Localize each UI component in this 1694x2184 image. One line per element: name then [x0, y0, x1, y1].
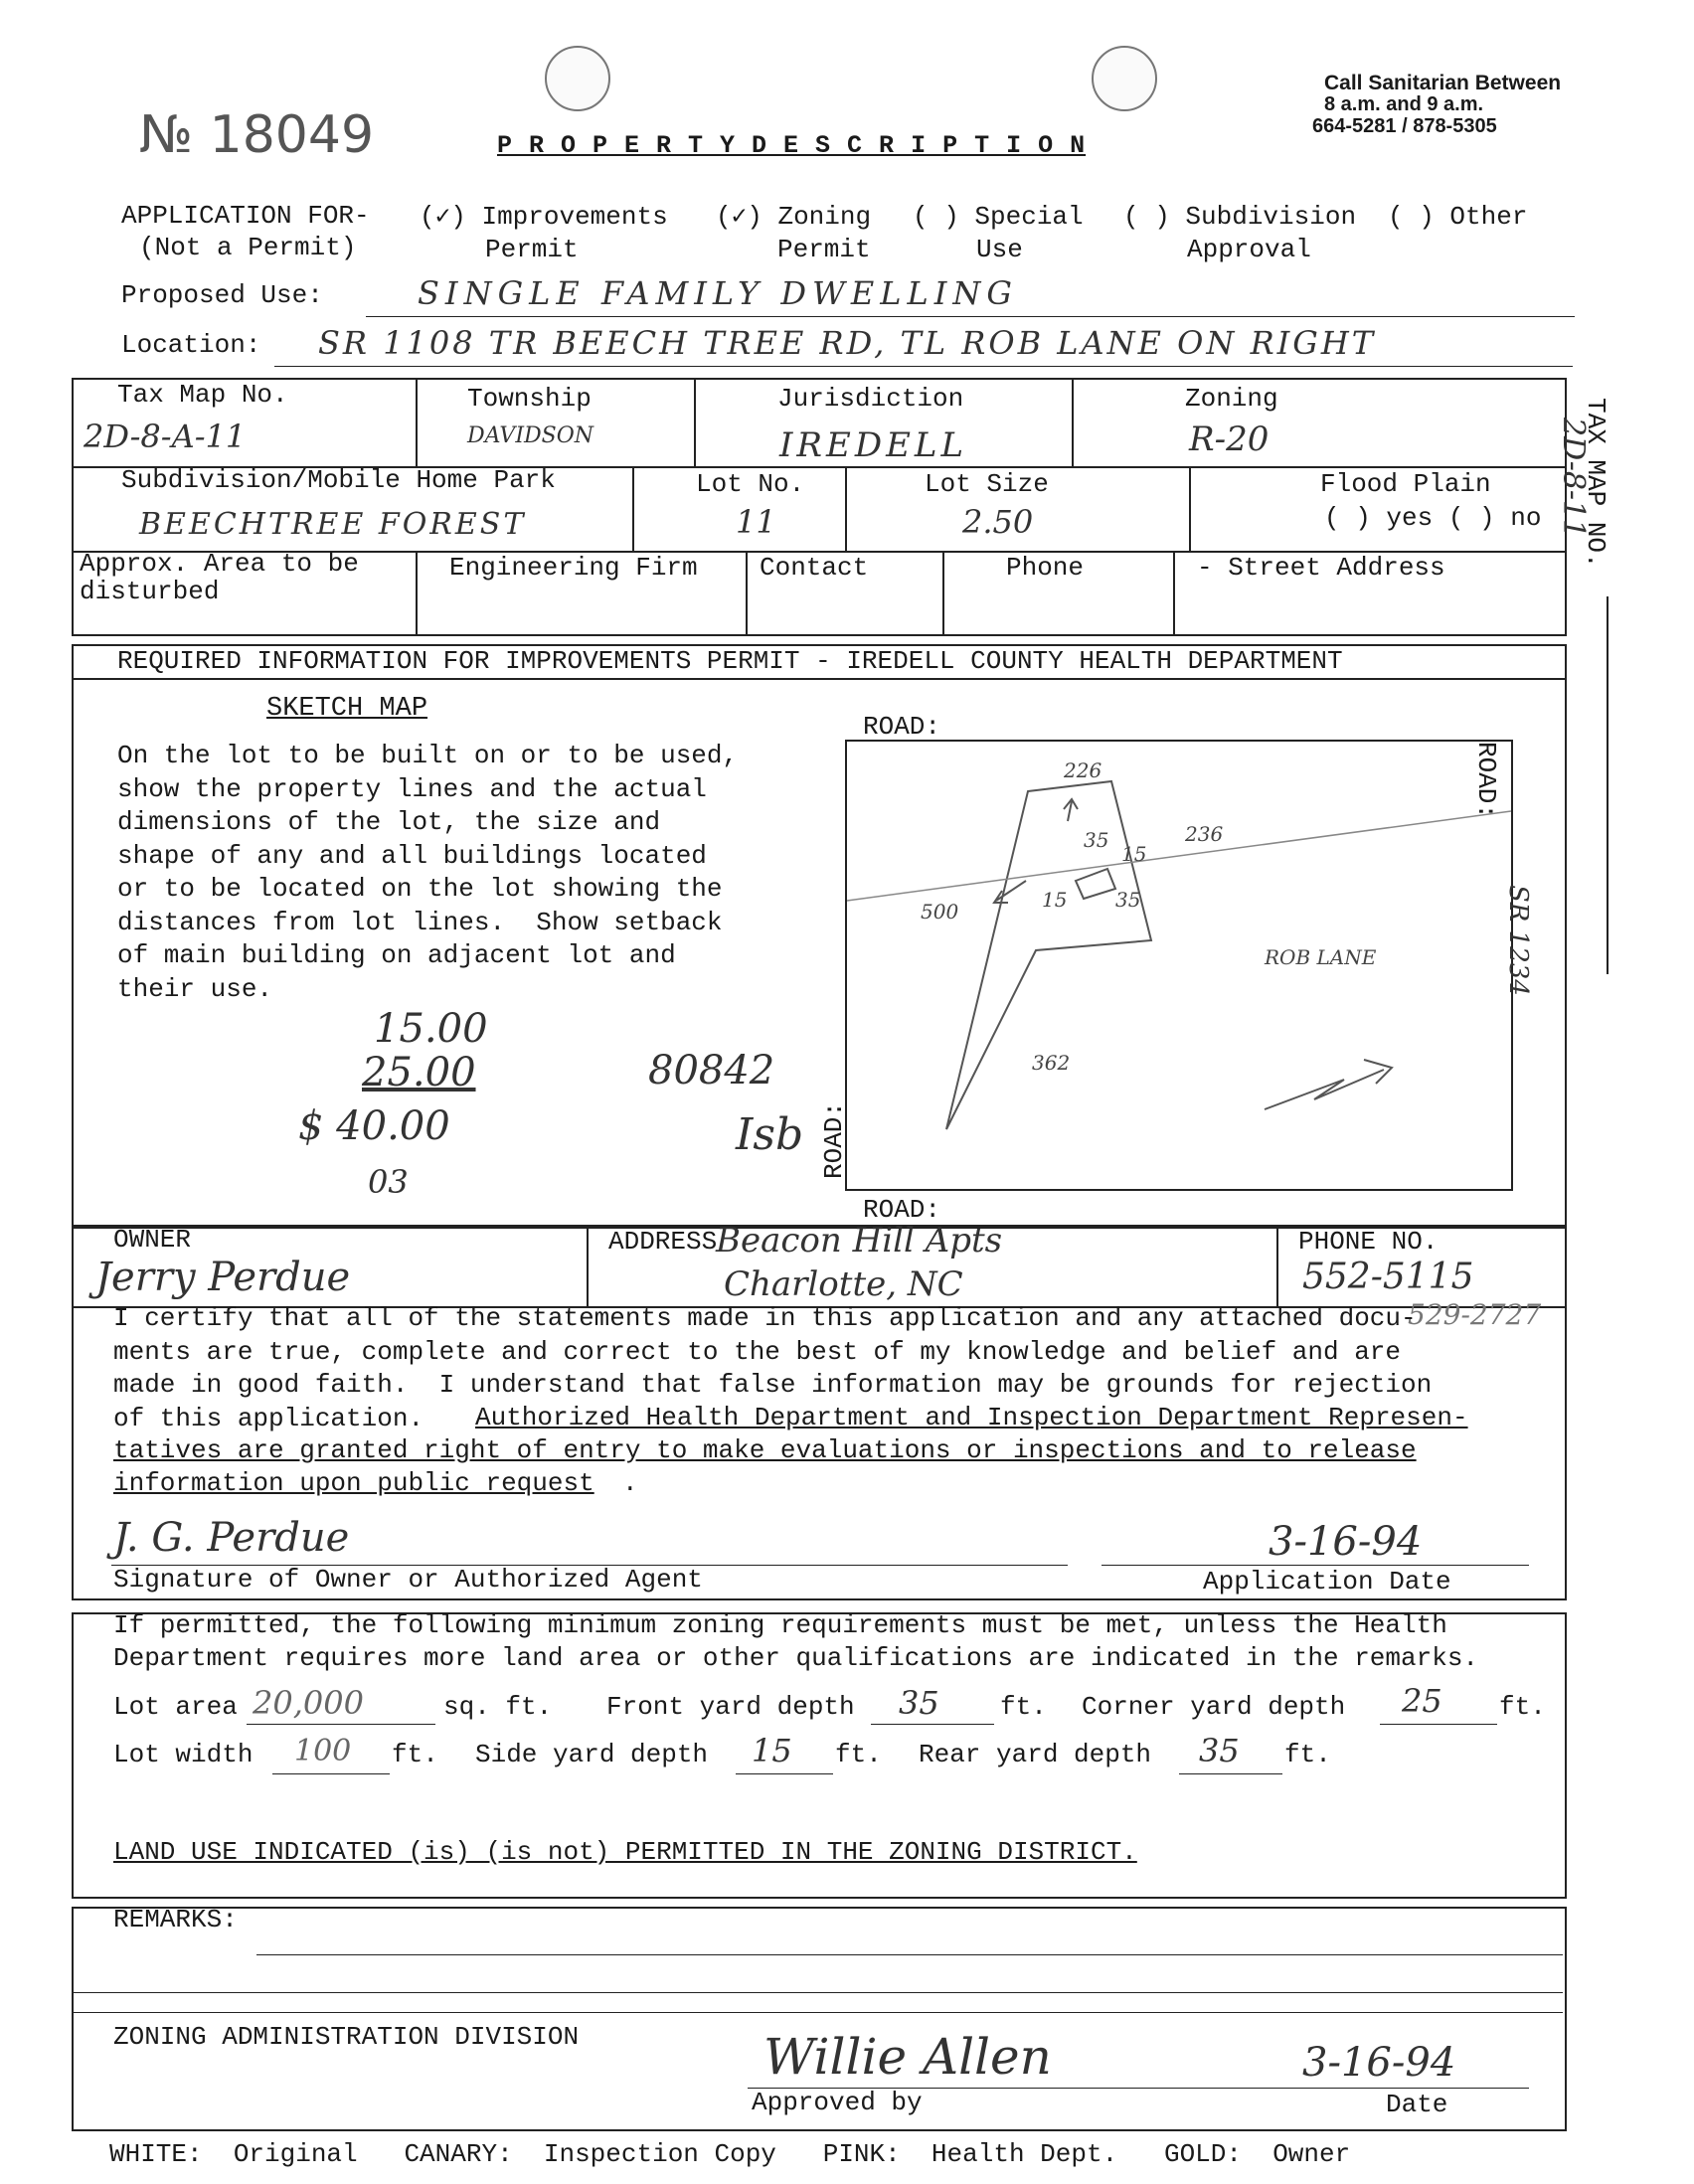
side-yard-label: Side yard depth	[475, 1740, 709, 1769]
front-yard-unit: ft.	[1000, 1692, 1047, 1722]
tax-map-side-line	[1607, 596, 1609, 974]
phone-no-value-2[interactable]: 529-2727	[1408, 1298, 1542, 1331]
form-number: № 18049	[139, 105, 375, 165]
phone-no-label: PHONE NO.	[1298, 1227, 1439, 1257]
receipt-initials: Isb	[736, 1109, 804, 1160]
zoning-label: Zoning	[1185, 384, 1278, 414]
lot-width-label: Lot width	[113, 1740, 254, 1769]
fee-line-3: $ 40.00	[298, 1103, 450, 1149]
rear-yard-label: Rear yard depth	[919, 1740, 1152, 1769]
sanitarian-line-2: 8 a.m. and 9 a.m.	[1324, 93, 1484, 115]
location-line	[274, 366, 1573, 367]
flood-plain-options[interactable]: ( ) yes ( ) no	[1324, 503, 1542, 533]
corner-yard-unit: ft.	[1499, 1692, 1546, 1722]
jurisdiction-value[interactable]: IREDELL	[779, 425, 968, 465]
sketch-map-title: SKETCH MAP	[266, 694, 428, 724]
approval-date-value[interactable]: 3-16-94	[1302, 2040, 1456, 2086]
address-line-2[interactable]: Charlotte, NC	[724, 1264, 963, 1304]
subdivision-value[interactable]: BEECHTREE FOREST	[139, 507, 527, 542]
approved-by-signature[interactable]: Willie Allen	[763, 2028, 1052, 2086]
sketch-setback-d: 15	[1042, 888, 1068, 912]
lot-area-label: Lot area	[113, 1692, 238, 1722]
sketch-setback-a: 35	[1084, 828, 1109, 852]
sketch-dim-bottom: 362	[1032, 1051, 1071, 1075]
signature-value[interactable]: J. G. Perdue	[113, 1515, 350, 1561]
lot-width-unit: ft.	[392, 1740, 438, 1769]
option-mark: (✓)	[420, 202, 466, 232]
sketch-setback-b: 15	[1121, 842, 1147, 866]
fee-line-1: 15.00	[374, 1006, 488, 1052]
sanitarian-line-3: 664-5281 / 878-5305	[1312, 115, 1497, 137]
township-label: Township	[467, 384, 592, 414]
application-date-line	[1101, 1565, 1529, 1566]
phone-label: Phone	[1006, 553, 1085, 583]
side-yard-unit: ft.	[835, 1740, 882, 1769]
owner-value[interactable]: Jerry Perdue	[95, 1255, 351, 1300]
approval-date-label: Date	[1386, 2090, 1448, 2119]
street-address-label: - Street Address	[1197, 553, 1445, 583]
application-label-2: (Not a Permit)	[139, 233, 357, 262]
approved-by-label: Approved by	[752, 2088, 923, 2117]
jurisdiction-label: Jurisdiction	[777, 384, 964, 414]
corner-yard-label: Corner yard depth	[1082, 1692, 1346, 1722]
option-mark: ( )	[1123, 202, 1170, 232]
option-label: Other	[1449, 202, 1528, 232]
sketch-dim-left: 500	[921, 900, 959, 924]
side-road-label: SR 1234	[1503, 885, 1533, 996]
fee-line-4: 03	[368, 1163, 409, 1201]
road-label-bottom: ROAD:	[863, 1195, 941, 1225]
sketch-instructions: On the lot to be built on or to be used, show the property lines and the actual dimensions of the lot, the size and shape of any and all buildings located or to be located on the lot showing the distances from lot lines. Show setback of main building on adjacent lot and their use.	[117, 741, 739, 1004]
copy-distribution-footer: WHITE: Original CANARY: Inspection Copy PINK: Health Dept. GOLD: Owner	[109, 2139, 1351, 2169]
certification-text: I certify that all of the statements made in this application and any attached docu- ments are true, complete and correct to the best of my knowledge and belief and are made in good faith. I understand that false information may be grounds for rejection of this application.	[113, 1303, 1433, 1433]
sketch-dim-top: 226	[1064, 758, 1102, 782]
house-outline	[1076, 869, 1115, 899]
option-label-2: Permit	[777, 235, 871, 264]
road-label-top: ROAD:	[863, 712, 941, 742]
fee-line-2: 25.00	[362, 1050, 476, 1095]
road-label-right: ROAD:	[1471, 742, 1501, 820]
setback-arrow-left	[994, 881, 1026, 903]
township-value[interactable]: DAVIDSON	[467, 423, 594, 448]
zoning-intro-1: If permitted, the following minimum zoning requirements must be met, unless the Health	[113, 1610, 1447, 1640]
certification-period: .	[622, 1468, 638, 1498]
engineering-firm-label: Engineering Firm	[449, 553, 698, 583]
rear-yard-value[interactable]: 35	[1199, 1732, 1240, 1769]
application-date-label: Application Date	[1203, 1567, 1451, 1596]
lot-area-unit: sq. ft.	[443, 1692, 553, 1722]
lot-area-value[interactable]: 20,000	[253, 1684, 364, 1722]
subdivision-label: Subdivision/Mobile Home Park	[121, 465, 556, 495]
approx-area-label-1: Approx. Area to be	[80, 549, 359, 579]
north-arrow	[1265, 1060, 1392, 1109]
front-yard-label: Front yard depth	[606, 1692, 855, 1722]
zoning-intro-2: Department requires more land area or other qualifications are indicated in the remarks.	[113, 1643, 1479, 1673]
lot-outline	[946, 781, 1151, 1129]
side-yard-value[interactable]: 15	[752, 1732, 792, 1769]
lot-width-value[interactable]: 100	[294, 1734, 352, 1768]
road-label-left: ROAD:	[819, 1100, 849, 1179]
phone-no-value[interactable]: 552-5115	[1302, 1257, 1474, 1297]
option-label-2: Approval	[1187, 235, 1311, 264]
signature-label: Signature of Owner or Authorized Agent	[113, 1565, 703, 1595]
flood-plain-label: Flood Plain	[1320, 469, 1491, 499]
sketch-map-box[interactable]	[845, 740, 1513, 1191]
option-label: Special	[974, 202, 1084, 232]
lot-no-value[interactable]: 11	[736, 503, 776, 541]
address-label: ADDRESS	[608, 1227, 718, 1257]
tax-map-value[interactable]: 2D-8-A-11	[84, 418, 247, 455]
option-label-2: Permit	[485, 235, 579, 264]
address-line-1[interactable]: Beacon Hill Apts	[716, 1221, 1003, 1260]
lot-no-label: Lot No.	[696, 469, 805, 499]
proposed-use-line	[366, 316, 1575, 317]
owner-label: OWNER	[113, 1225, 192, 1255]
option-label: Improvements	[481, 202, 668, 232]
receipt-number: 80842	[648, 1048, 775, 1093]
certification-underlined-1: Authorized Health Department and Inspection Department Represen-	[475, 1403, 1468, 1432]
option-subdivision[interactable]	[1123, 201, 1356, 266]
tax-map-label: Tax Map No.	[117, 380, 288, 410]
lot-size-value[interactable]: 2.50	[962, 503, 1034, 541]
application-date-value[interactable]: 3-16-94	[1269, 1519, 1423, 1565]
front-yard-value[interactable]: 35	[899, 1684, 939, 1722]
contact-label: Contact	[760, 553, 869, 583]
sanitarian-line-1: Call Sanitarian Between	[1324, 72, 1562, 94]
option-mark: ( )	[913, 202, 959, 232]
option-label: Zoning	[777, 202, 872, 232]
proposed-use-value[interactable]: SINGLE FAMILY DWELLING	[418, 274, 1018, 312]
location-value[interactable]: SR 1108 TR BEECH TREE RD, TL ROB LANE ON RIGHT	[318, 324, 1377, 362]
setback-arrow-top	[1064, 799, 1078, 821]
approx-area-label-2: disturbed	[80, 577, 220, 606]
rear-yard-unit: ft.	[1284, 1740, 1331, 1769]
sketch-drawing	[847, 742, 1511, 1189]
certification-underlined-3: information upon public request	[113, 1468, 594, 1498]
tax-map-side-value: 2D-8-11	[1556, 418, 1591, 539]
application-label-1: APPLICATION FOR-	[121, 201, 370, 231]
road-line	[847, 811, 1511, 901]
option-zoning[interactable]	[716, 201, 871, 266]
sketch-street-label: ROB LANE	[1265, 945, 1377, 969]
option-special-use[interactable]	[913, 201, 1084, 266]
location-label: Location:	[121, 330, 261, 360]
option-mark: ( )	[1388, 202, 1435, 232]
option-mark: (✓)	[716, 202, 762, 232]
option-other[interactable]	[1388, 201, 1527, 234]
option-label: Subdivision	[1185, 202, 1357, 232]
page-title: P R O P E R T Y D E S C R I P T I O N	[497, 131, 1087, 160]
zoning-value[interactable]: R-20	[1189, 420, 1270, 459]
remarks-label: REMARKS:	[113, 1905, 238, 1934]
punch-hole-right	[1092, 46, 1157, 111]
corner-yard-value[interactable]: 25	[1402, 1682, 1442, 1720]
tax-map-side-label: TAX MAP NO.	[1581, 398, 1610, 569]
sketch-dim-right: 236	[1185, 822, 1224, 846]
option-improvements[interactable]	[420, 201, 668, 266]
option-label-2: Use	[976, 235, 1023, 264]
sketch-setback-c: 35	[1115, 888, 1141, 912]
proposed-use-label: Proposed Use:	[121, 280, 323, 310]
required-info-header: REQUIRED INFORMATION FOR IMPROVEMENTS PERMIT - IREDELL COUNTY HEALTH DEPARTMENT	[117, 646, 1343, 676]
punch-hole-left	[545, 46, 610, 111]
certification-underlined-2: tatives are granted right of entry to make evaluations or inspections and to release	[113, 1435, 1417, 1465]
land-use-statement: LAND USE INDICATED (is) (is not) PERMITTED IN THE ZONING DISTRICT.	[113, 1837, 1137, 1867]
lot-size-label: Lot Size	[925, 469, 1049, 499]
zoning-division-label: ZONING ADMINISTRATION DIVISION	[113, 2022, 580, 2052]
